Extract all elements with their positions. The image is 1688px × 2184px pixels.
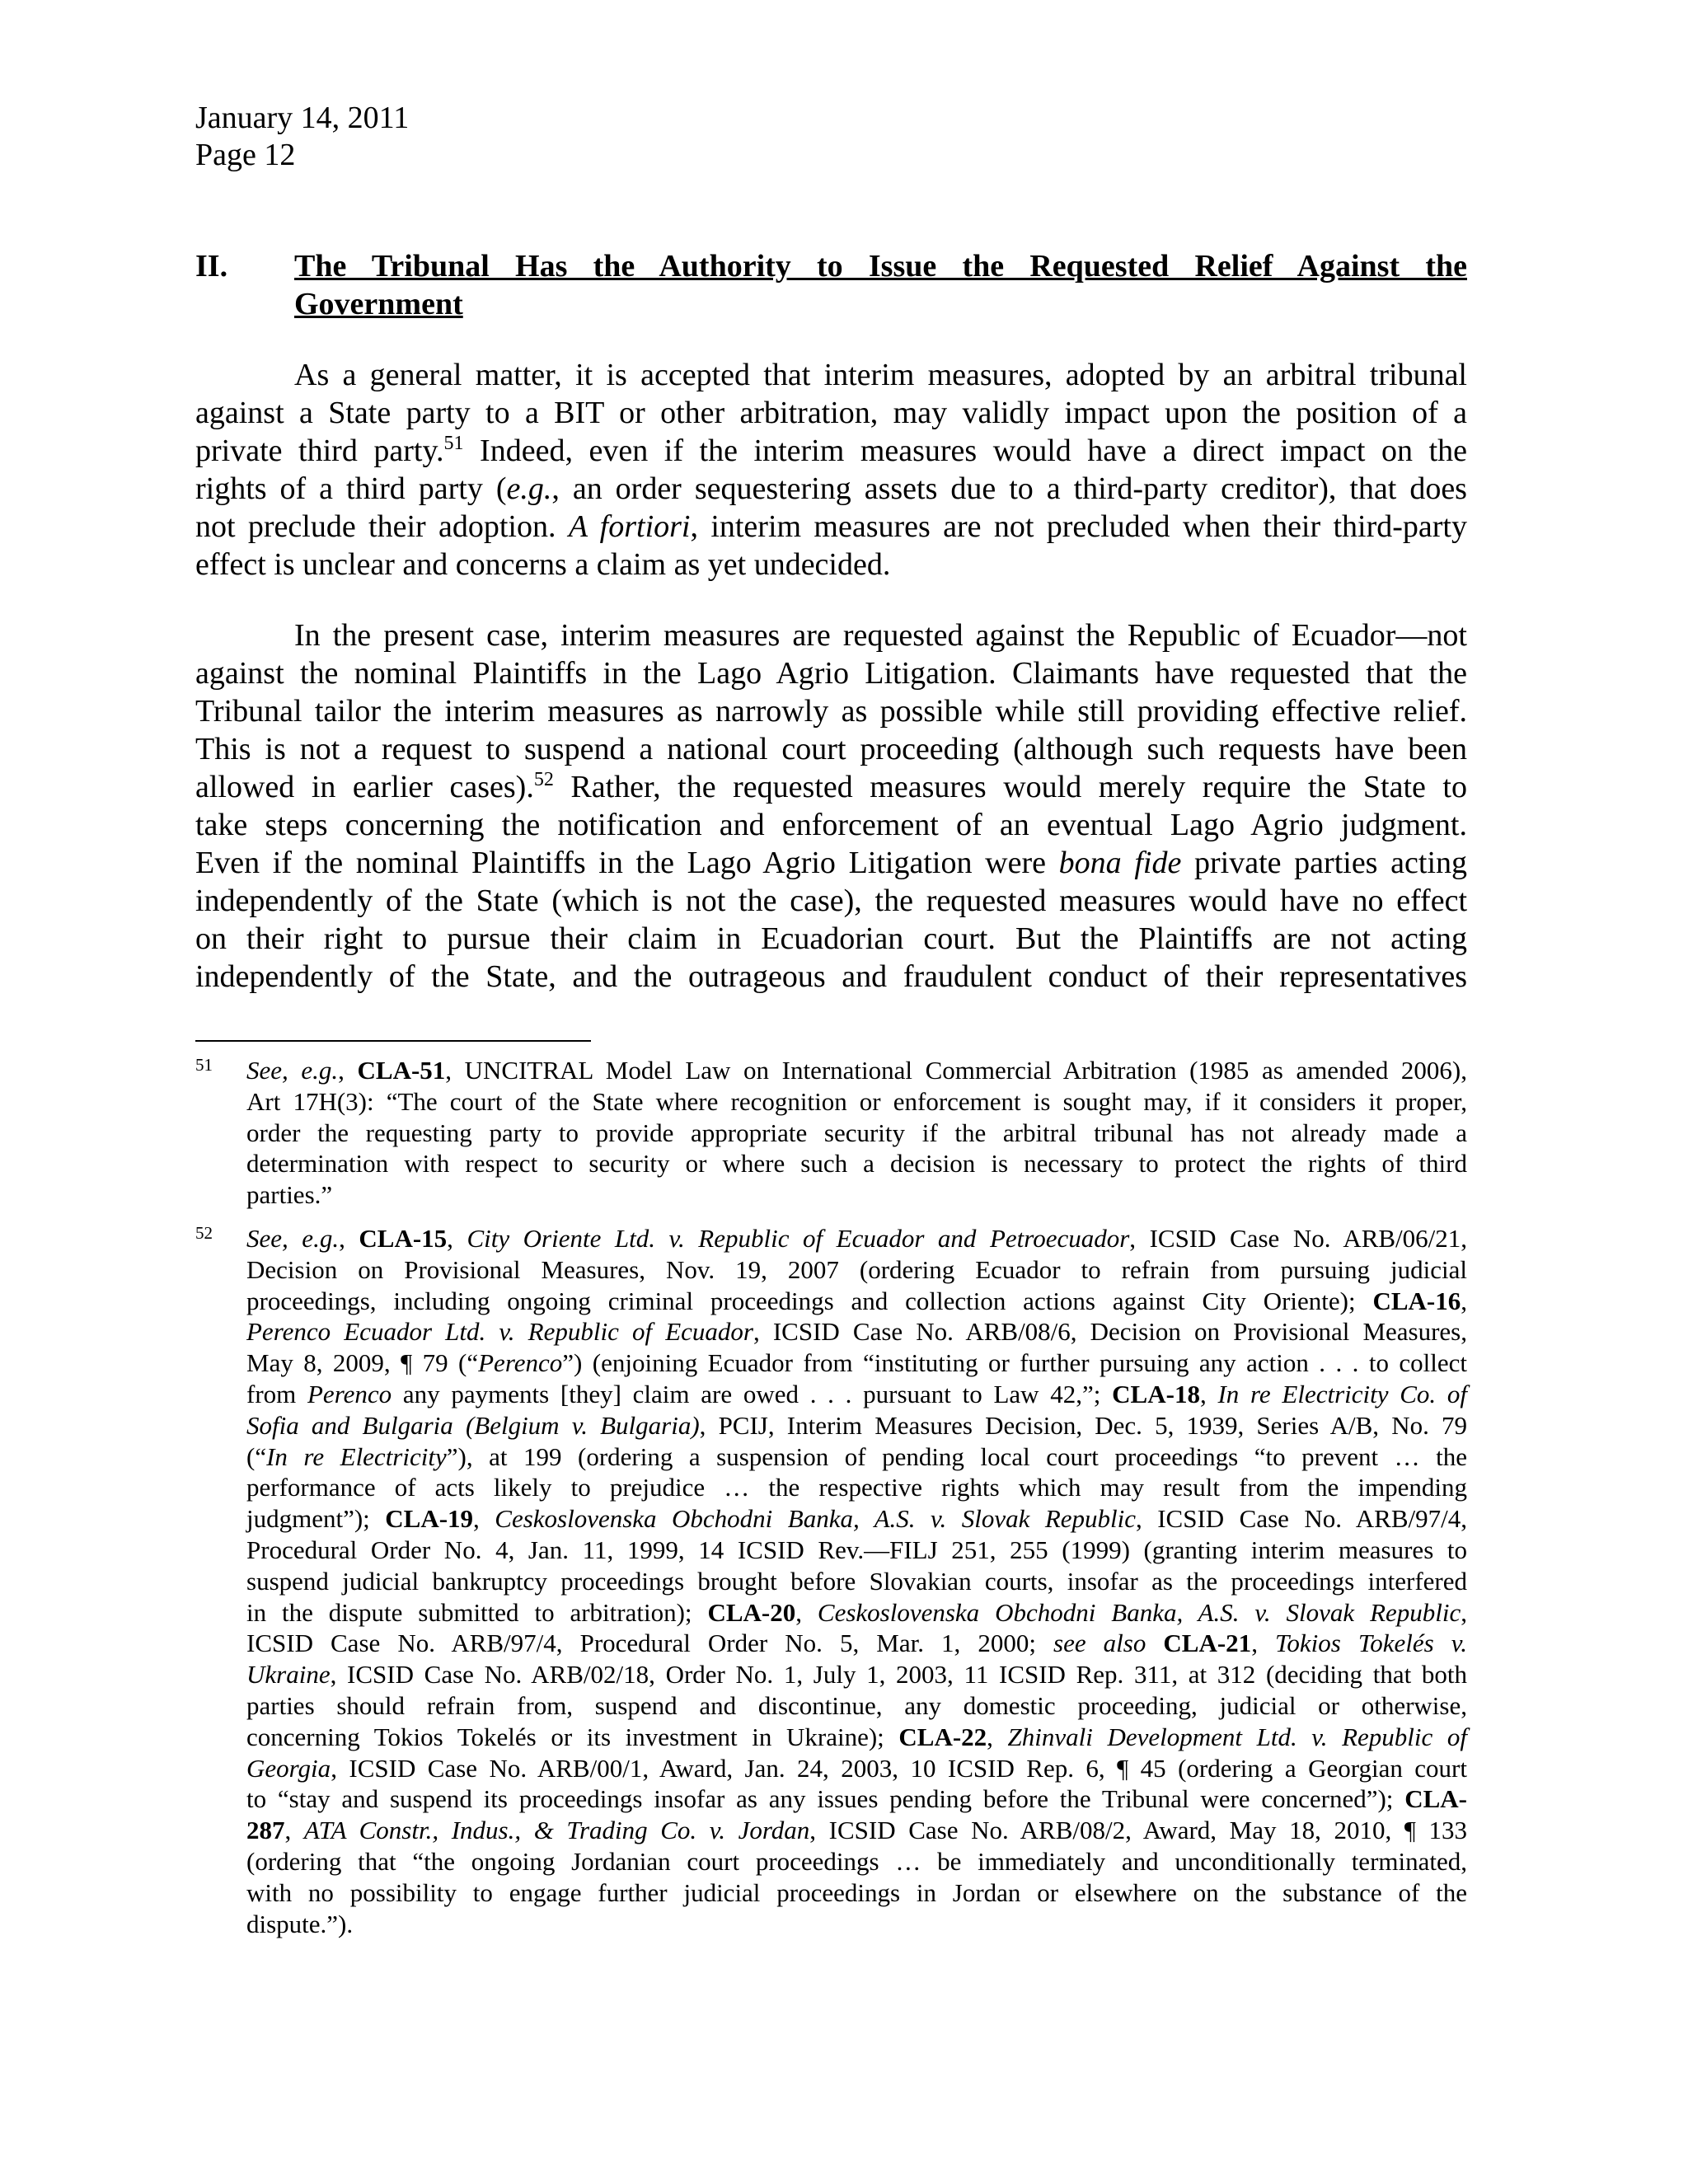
paragraph-line: This is not a request to suspend a national court proceeding (although such requests have been [195, 732, 1467, 766]
footnote-number: 52 [195, 1223, 213, 1243]
footnote-line: determination with respect to security or where such a decision is necessary to protect the rights of third [246, 1149, 1467, 1179]
footnote-text [246, 1055, 1467, 1211]
paragraph-line: against the nominal Plaintiffs in the Lago Agrio Litigation. Claimants have requested that the [195, 656, 1467, 691]
footnote-line: 287, ATA Constr., Indus., & Trading Co. v. Jordan, ICSID Case No. ARB/08/2, Award, May 18, 2010, ¶ 133 [246, 1816, 1467, 1845]
paragraph-line: Even if the nominal Plaintiffs in the Lago Agrio Litigation were bona fide private parties acting [195, 846, 1467, 880]
paragraph-line: Tribunal tailor the interim measures as narrowly as possible while still providing effective relief. [195, 694, 1467, 729]
footnote-line: parties should refrain from, suspend and discontinue, any domestic proceeding, judicial or otherwise, [246, 1690, 1467, 1720]
paragraph-line: not preclude their adoption. A fortiori, interim measures are not precluded when their third-party [195, 509, 1467, 544]
paragraph-line: on their right to pursue their claim in Ecuadorian court. But the Plaintiffs are not acting [195, 921, 1467, 956]
footnote-reference: 51 [443, 433, 464, 454]
footnote-reference: 52 [533, 769, 554, 790]
footnote-line: Procedural Order No. 4, Jan. 11, 1999, 14 ICSID Rev.—FILJ 251, 255 (1999) (granting interim measures to [246, 1535, 1467, 1564]
paragraph-line: against a State party to a BIT or other arbitration, may validly impact upon the position of a [195, 396, 1467, 430]
paragraph-line: effect is unclear and concerns a claim as yet undecided. [195, 547, 891, 582]
footnote-line: Art 17H(3): “The court of the State where recognition or enforcement is sought may, if it considers it proper, [246, 1086, 1467, 1116]
section-title-line-2: Government [294, 287, 463, 321]
footnote-line: Ukraine, ICSID Case No. ARB/02/18, Order No. 1, July 1, 2003, 11 ICSID Rep. 311, at 312 (deciding that both [246, 1660, 1467, 1690]
body-paragraph-1 [195, 356, 1467, 583]
footnote-line: Sofia and Bulgaria (Belgium v. Bulgaria), PCIJ, Interim Measures Decision, Dec. 5, 1939, Series A/B, No. 79 [246, 1410, 1467, 1440]
footnote-line: (“In re Electricity”), at 199 (ordering a suspension of pending local court proceedings “to prevent … the [246, 1441, 1467, 1471]
footnote-line: concerning Tokios Tokelés or its investment in Ukraine); CLA-22, Zhinvali Development Ltd. v. Republic of [246, 1722, 1468, 1751]
header-date: January 14, 2011 [195, 101, 410, 135]
footnote-text [246, 1223, 1467, 1939]
paragraph-line: independently of the State (which is not the case), the requested measures would have no effect [195, 883, 1467, 918]
footnote-line: Georgia, ICSID Case No. ARB/00/1, Award, Jan. 24, 2003, 10 ICSID Rep. 6, ¶ 45 (ordering a Georgian court [246, 1753, 1467, 1783]
footnote-line: from Perenco any payments [they] claim are owed . . . pursuant to Law 42,”; CLA-18, In re Electricity Co. of [246, 1379, 1468, 1408]
footnote-line: Decision on Provisional Measures, Nov. 19, 2007 (ordering Ecuador to refrain from pursuing judicial [246, 1254, 1467, 1284]
footnote-line: proceedings, including ongoing criminal proceedings and collection actions against City Oriente); CLA-16, [246, 1286, 1467, 1315]
footnote-line: Perenco Ecuador Ltd. v. Republic of Ecuador, ICSID Case No. ARB/08/6, Decision on Provisional Measures, [246, 1317, 1467, 1347]
footnote-line: See, e.g., CLA-51, UNCITRAL Model Law on International Commercial Arbitration (1985 as amended 2006), [246, 1056, 1468, 1085]
footnote-number: 51 [195, 1055, 213, 1075]
footnote-line: order the requesting party to provide appropriate security if the arbitral tribunal has not already made a [246, 1118, 1467, 1147]
footnote-line: to “stay and suspend its proceedings insofar as any issues pending before the Tribunal were concerned”); CLA- [246, 1784, 1467, 1814]
footnote-line: ICSID Case No. ARB/97/4, Procedural Order No. 5, Mar. 1, 2000; see also CLA-21, Tokios Tokelés v. [246, 1629, 1468, 1658]
section-title-line-1: The Tribunal Has the Authority to Issue the Requested Relief Against the [294, 249, 1467, 284]
footnote-line: judgment”); CLA-19, Ceskoslovenska Obchodni Banka, A.S. v. Slovak Republic, ICSID Case No. ARB/97/4, [246, 1504, 1467, 1534]
paragraph-line: In the present case, interim measures are requested against the Republic of Ecuador—not [294, 618, 1467, 653]
paragraph-line: independently of the State, and the outrageous and fraudulent conduct of their representatives [195, 959, 1467, 994]
header-page-number: Page 12 [195, 138, 296, 172]
paragraph-line: As a general matter, it is accepted that interim measures, adopted by an arbitral tribunal [294, 358, 1467, 392]
footnote-line: See, e.g., CLA-15, City Oriente Ltd. v. Republic of Ecuador and Petroecuador, ICSID Case No. ARB/06/21, [246, 1224, 1468, 1253]
footnote-line: in the dispute submitted to arbitration); CLA-20, Ceskoslovenska Obchodni Banka, A.S. v. Slovak Republic, [246, 1597, 1468, 1627]
footnote-line: performance of acts likely to prejudice … the respective rights which may result from the impending [246, 1473, 1467, 1502]
body-paragraph-2 [195, 616, 1467, 996]
section-number: II. [195, 249, 228, 284]
footnote-line: with no possibility to engage further judicial proceedings in Jordan or elsewhere on the substance of the [246, 1877, 1467, 1907]
paragraph-line: rights of a third party (e.g., an order sequestering assets due to a third-party creditor), that does [195, 471, 1467, 506]
footnote-line: parties.” [246, 1180, 333, 1210]
footnote-line: May 8, 2009, ¶ 79 (“Perenco”) (enjoining Ecuador from “instituting or further pursuing any action . . . to collect [246, 1348, 1467, 1378]
footnote-line: dispute.”). [246, 1909, 354, 1938]
footnote-line: suspend judicial bankruptcy proceedings brought before Slovakian courts, insofar as the proceedings interfered [246, 1566, 1467, 1596]
footnote-separator [195, 1040, 591, 1042]
paragraph-line: allowed in earlier cases).$^{52}$ Rather, the requested measures would merely require the State to [195, 769, 1467, 804]
footnote-line: (ordering that “the ongoing Jordanian court proceedings … be immediately and unconditionally terminated, [246, 1846, 1467, 1876]
paragraph-line: take steps concerning the notification and enforcement of an eventual Lago Agrio judgment. [195, 808, 1467, 842]
paragraph-line: private third party.$^{51}$ Indeed, even if the interim measures would have a direct impact on the [195, 433, 1467, 468]
